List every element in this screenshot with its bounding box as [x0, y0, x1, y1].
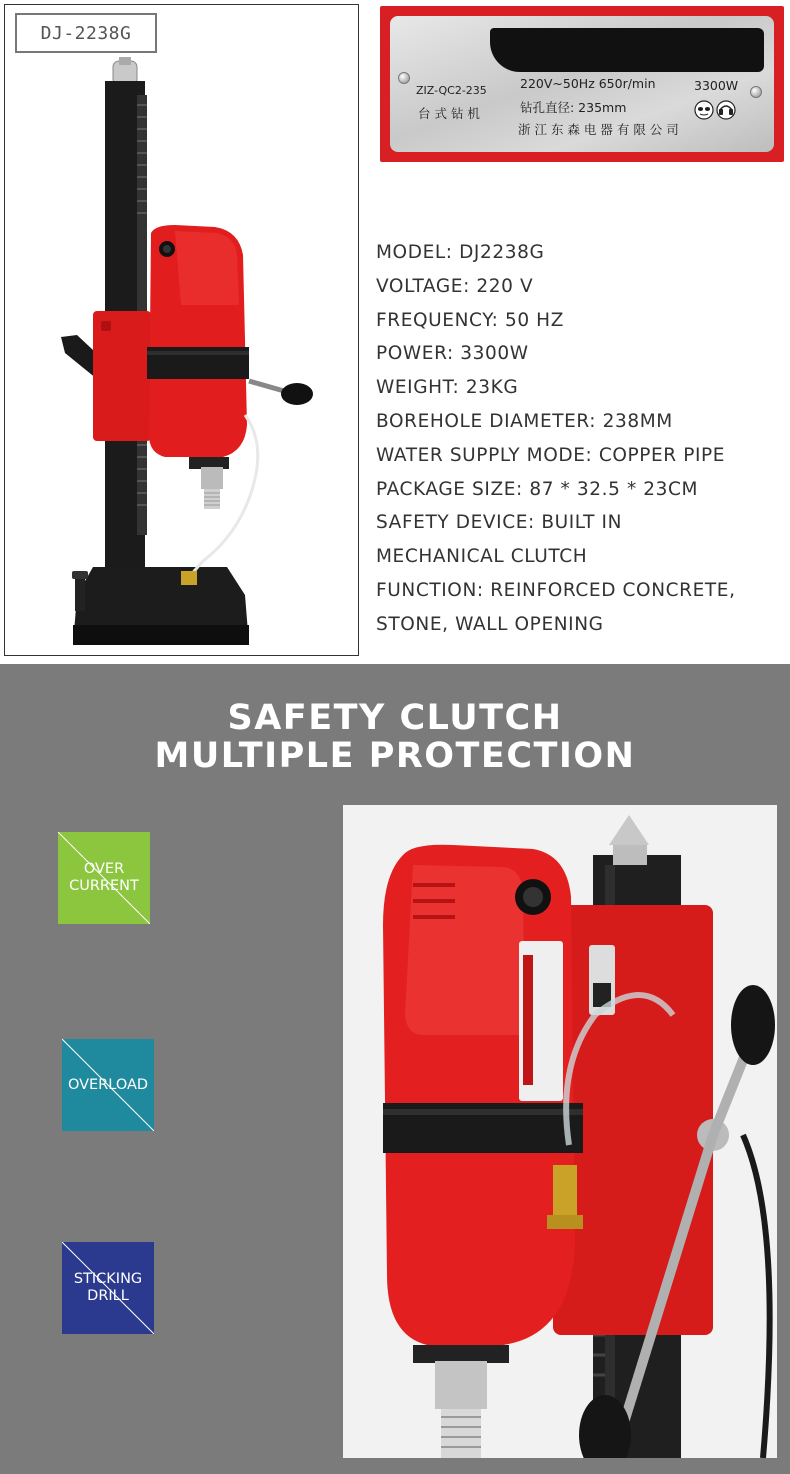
nameplate-type: 台 式 钻 机 — [418, 106, 480, 121]
spec-safety-device-cont: MECHANICAL CLUTCH — [376, 546, 588, 568]
badge-sticking-drill-label: STICKING DRILL — [73, 1271, 143, 1304]
product-image-frame — [4, 4, 359, 656]
nameplate-photo — [380, 6, 784, 162]
product-spec-section — [0, 0, 790, 664]
spec-frequency: FREQUENCY: 50 HZ — [376, 309, 564, 331]
badge-over-current — [58, 832, 150, 924]
drill-closeup-photo — [343, 805, 777, 1458]
nameplate-power: 3300W — [694, 78, 739, 93]
nameplate-window — [490, 28, 764, 72]
model-tag: DJ-2238G — [15, 13, 157, 53]
spec-borehole-diameter: BOREHOLE DIAMETER: 238MM — [376, 410, 673, 432]
nameplate — [390, 16, 774, 152]
spec-model: MODEL: DJ2238G — [376, 242, 545, 263]
badge-sticking-drill — [62, 1242, 154, 1334]
nameplate-screw-left — [398, 72, 410, 84]
drill-closeup-illustration — [343, 805, 777, 1458]
drill-stand-illustration — [5, 5, 359, 656]
nameplate-drill-diameter: 钻孔直径: 235mm — [520, 100, 627, 115]
spec-safety-device: SAFETY DEVICE: BUILT IN — [376, 512, 623, 534]
badge-overload — [62, 1039, 154, 1131]
nameplate-screw-right — [750, 86, 762, 98]
headline-line1: SAFETY CLUTCH — [227, 698, 563, 738]
nameplate-model-code: ZIZ-QC2-235 — [416, 84, 487, 97]
nameplate-rating: 220V~50Hz 650r/min — [520, 76, 656, 91]
badge-over-current-label: OVER CURRENT — [69, 861, 139, 894]
feature-section — [0, 664, 790, 1474]
nameplate-maker: 浙 江 东 森 电 器 有 限 公 司 — [518, 122, 679, 137]
badge-overload-label: OVERLOAD — [67, 1076, 149, 1093]
spec-function-cont: STONE, WALL OPENING — [376, 613, 604, 635]
safety-goggles-icon — [694, 100, 714, 120]
spec-list — [376, 236, 786, 642]
spec-package-size: PACKAGE SIZE: 87 * 32.5 * 23CM — [376, 478, 699, 500]
spec-function: FUNCTION: REINFORCED CONCRETE, — [376, 579, 736, 601]
spec-weight: WEIGHT: 23KG — [376, 377, 519, 399]
spec-voltage: VOLTAGE: 220 V — [376, 275, 534, 297]
ear-protection-icon — [716, 100, 736, 120]
headline-line2: MULTIPLE PROTECTION — [154, 736, 636, 776]
spec-power: POWER: 3300W — [376, 343, 529, 365]
spec-water-supply: WATER SUPPLY MODE: COPPER PIPE — [376, 444, 726, 466]
